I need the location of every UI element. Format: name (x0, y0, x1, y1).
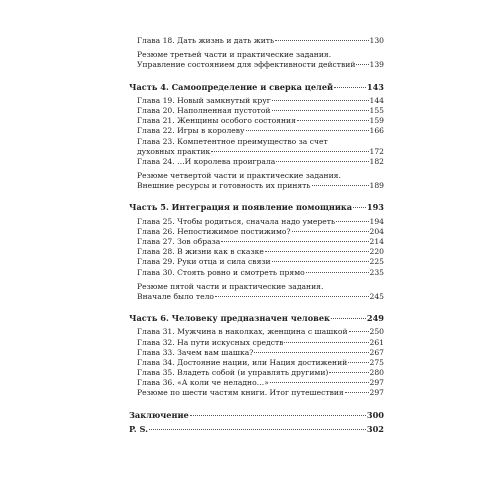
dot-leader (246, 130, 369, 131)
toc-entry (129, 106, 384, 116)
toc-entry-page: 214 (369, 237, 384, 246)
toc-entry-page: 204 (369, 226, 384, 236)
toc-entry (129, 358, 384, 368)
toc-entry-resume5 (129, 292, 384, 302)
toc-entry-page: 144 (369, 95, 384, 105)
toc-entry-page: 275 (369, 357, 384, 367)
toc-entry-title: Глава 33. Зачем вам шашка? (137, 347, 254, 357)
toc-entry-resume5-line1: Резюме пятой части и практические задания. (137, 281, 324, 291)
toc-entry-title: Глава 18. Дать жизнь и дать жить (137, 36, 275, 45)
dot-leader (334, 87, 366, 88)
dot-leader (215, 296, 369, 297)
toc-entry (129, 237, 384, 247)
toc-part-4 (129, 82, 384, 92)
dot-leader (270, 382, 369, 383)
dot-leader (272, 261, 369, 262)
dot-leader (221, 241, 368, 242)
part-title: Часть 4. Самоопределение и сверка целей (129, 81, 334, 92)
toc-entry (129, 268, 384, 278)
part-title: Часть 5. Интеграция и появление помощника (129, 202, 353, 213)
dot-leader (284, 342, 368, 343)
toc-entry-page: 250 (369, 327, 384, 337)
toc-entry-title: Глава 20. Наполненная пустотой (137, 105, 271, 115)
toc-entry-page: 297 (369, 388, 384, 398)
toc-ps (129, 424, 384, 434)
dot-leader (336, 221, 368, 222)
toc-entry (129, 338, 384, 348)
toc-entry (129, 96, 384, 106)
toc-entry-title: Вначале было тело (137, 291, 214, 301)
part-title: Заключение (129, 409, 189, 420)
part-page: 302 (366, 423, 384, 434)
dot-leader (345, 392, 369, 393)
toc-entry-title: Глава 24. …И королева проиграла (137, 156, 276, 166)
dot-leader (265, 251, 369, 252)
toc-entry-resume3 (129, 60, 384, 70)
toc-entry-page: 225 (369, 257, 384, 267)
dot-leader (312, 185, 369, 186)
toc-entry-page: 139 (369, 60, 384, 70)
dot-leader (306, 272, 369, 273)
toc-entry-title: Глава 22. Игры в королеву (137, 126, 245, 136)
dot-leader (272, 100, 369, 101)
toc-entry-title: Глава 25. Чтобы родиться, сначала надо умереть (137, 216, 336, 226)
toc-entry-title: Глава 26. Непостижимое постижимо? (137, 226, 291, 236)
table-of-contents (129, 36, 384, 434)
dot-leader (297, 120, 369, 121)
toc-entry-title: духовных практик (137, 146, 211, 156)
toc-entry (129, 388, 384, 398)
toc-entry (129, 378, 384, 388)
toc-entry-page: 261 (369, 337, 384, 347)
toc-entry-title: Глава 21. Женщины особого состояния (137, 116, 296, 126)
part-page: 143 (366, 81, 384, 92)
toc-part-5 (129, 202, 384, 212)
toc-entry-title: Управление состоянием для эффективности действий (137, 60, 356, 70)
part-page: 249 (366, 313, 384, 324)
toc-entry-title: Глава 27. Зов образа (137, 237, 221, 246)
part-page: 300 (366, 409, 384, 420)
toc-entry-page: 189 (369, 181, 384, 191)
toc-entry-title: Глава 34. Достояние нации, или Нация достижений (137, 357, 348, 367)
toc-entry (129, 116, 384, 126)
toc-entry-title: Глава 36. «А коли че неладно…» (137, 378, 269, 388)
toc-entry (129, 247, 384, 257)
toc-entry-page: 235 (369, 267, 384, 277)
toc-entry-page: 297 (369, 378, 384, 388)
dot-leader (149, 429, 366, 430)
dot-leader (329, 372, 368, 373)
toc-entry (129, 227, 384, 237)
toc-entry-title: Глава 19. Новый замкнутый круг (137, 95, 271, 105)
toc-entry-title: Глава 31. Мужчина в наколках, женщина с шашкой (137, 327, 348, 337)
toc-conclusion (129, 410, 384, 420)
toc-entry-title: Глава 30. Стоять ровно и смотреть прямо (137, 267, 305, 277)
toc-entry (129, 327, 384, 337)
dot-leader (272, 110, 369, 111)
dot-leader (349, 331, 369, 332)
toc-entry-resume4-line1: Резюме четвертой части и практические задания. (137, 171, 341, 181)
part-title: P. S. (129, 423, 148, 434)
dot-leader (275, 40, 368, 41)
toc-entry-page: 280 (369, 368, 384, 378)
dot-leader (211, 151, 368, 152)
dot-leader (276, 161, 368, 162)
toc-part-6 (129, 313, 384, 323)
toc-entry-resume4 (129, 181, 384, 191)
toc-entry-page: 155 (369, 105, 384, 115)
toc-entry-ch18 (129, 36, 384, 46)
dot-leader (353, 207, 366, 208)
toc-entry-title: Внешние ресурсы и готовность их принять (137, 181, 311, 191)
toc-entry-page: 159 (369, 116, 384, 126)
toc-entry-page: 267 (369, 347, 384, 357)
toc-entry-ch23 (129, 147, 384, 157)
toc-entry-title: Глава 32. На пути искусных средств (137, 337, 284, 347)
toc-entry-page: 166 (369, 126, 384, 136)
dot-leader (190, 415, 366, 416)
dot-leader (331, 318, 366, 319)
toc-entry (129, 126, 384, 136)
part-title: Часть 6. Человеку предназначен человек (129, 313, 330, 324)
toc-entry (129, 348, 384, 358)
toc-entry-ch24 (129, 157, 384, 167)
dot-leader (254, 352, 368, 353)
toc-entry (129, 368, 384, 378)
toc-entry-page: 194 (369, 216, 384, 226)
toc-entry-page: 220 (369, 247, 384, 257)
toc-entry (129, 257, 384, 267)
toc-entry (129, 217, 384, 227)
dot-leader (292, 231, 369, 232)
dot-leader (348, 362, 368, 363)
toc-entry-page: 130 (369, 36, 384, 45)
toc-entry-ch23-line1: Глава 23. Компетентное преимущество за счет (137, 136, 328, 146)
toc-entry-page: 182 (369, 156, 384, 166)
toc-entry-title: Глава 35. Владеть собой (и управлять другими) (137, 368, 329, 378)
toc-entry-resume3-line1: Резюме третьей части и практические задания. (137, 50, 332, 60)
toc-entry-title: Глава 28. В жизни как в сказке (137, 247, 264, 257)
toc-entry-title: Глава 29. Руки отца и сила связи (137, 257, 271, 267)
toc-entry-page: 245 (369, 291, 384, 301)
part-page: 193 (366, 202, 384, 213)
toc-entry-page: 172 (369, 146, 384, 156)
toc-entry-title: Резюме по шести частям книги. Итог путешествия (137, 388, 344, 398)
dot-leader (356, 64, 368, 65)
